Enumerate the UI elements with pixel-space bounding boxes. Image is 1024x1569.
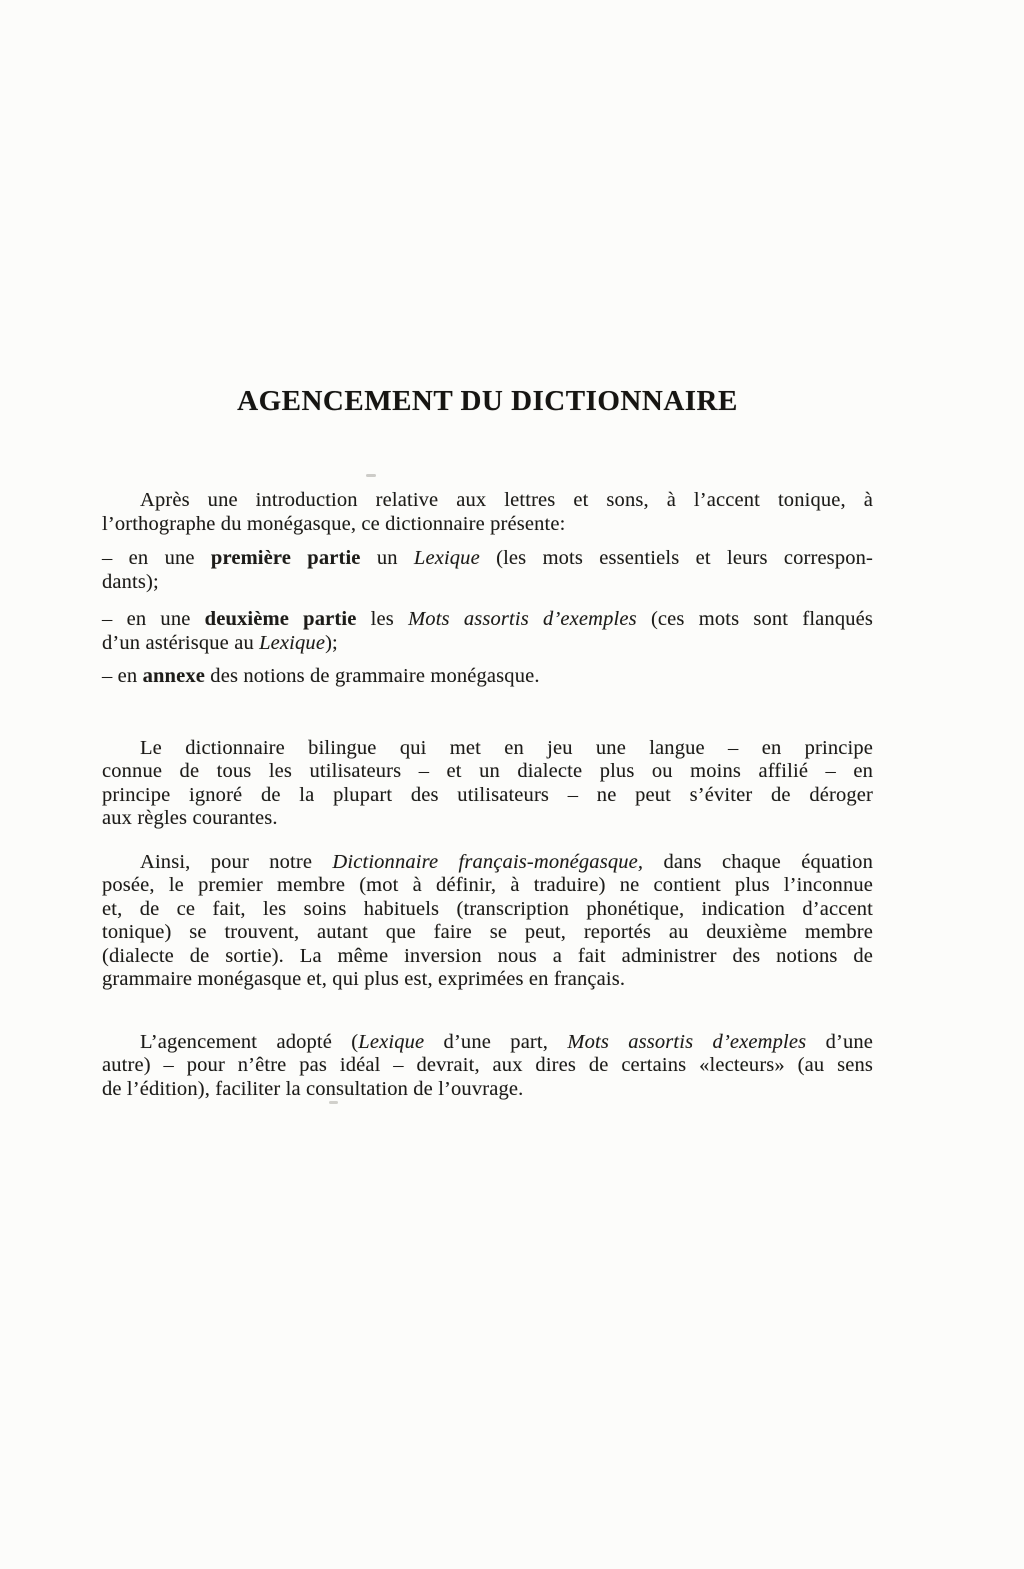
text-line: tonique) se trouvent, autant que faire se peut, reportés au deuxième membre xyxy=(102,921,873,943)
text-line: Ainsi, pour notre Dictionnaire français-monégasque, dans chaque équation xyxy=(140,850,873,873)
text-line: (dialecte de sortie). La même inversion nous a fait administrer des notions de xyxy=(102,944,873,967)
scan-speck xyxy=(366,474,376,477)
text-line: l’orthographe du monégasque, ce dictionnaire présente: xyxy=(102,512,566,535)
page-title: AGENCEMENT DU DICTIONNAIRE xyxy=(237,385,738,417)
intro-paragraph xyxy=(102,489,873,536)
paragraph-dictionnaire-bilingue xyxy=(102,737,873,831)
text-line: autre) – pour n’être pas idéal – devrait, aux dires de certains «lecteurs» (au sens xyxy=(102,1054,873,1076)
text-line: posée, le premier membre (mot à définir, à traduire) ne contient plus l’inconnue xyxy=(102,874,873,896)
text-line: dants); xyxy=(102,570,159,593)
bullet-annexe xyxy=(102,665,873,689)
text-line: connue de tous les utilisateurs – et un dialecte plus ou moins affilié – en xyxy=(102,760,873,782)
bullet-deuxieme-partie xyxy=(102,608,873,655)
text-line: principe ignoré de la plupart des utilisateurs – ne peut s’éviter de déroger xyxy=(102,783,873,806)
text-line: de l’édition), faciliter la consultation de l’ouvrage. xyxy=(102,1077,524,1100)
text-line: L’agencement adopté (Lexique d’une part, Mots assortis d’exemples d’une xyxy=(140,1030,873,1053)
text-line: d’un astérisque au Lexique); xyxy=(102,631,338,654)
text-line: – en une première partie un Lexique (les mots essentiels et leurs correspon- xyxy=(102,547,873,569)
text-line: Le dictionnaire bilingue qui met en jeu une langue – en principe xyxy=(140,736,873,759)
bullet-premiere-partie xyxy=(102,547,873,594)
text-line: et, de ce fait, les soins habituels (transcription phonétique, indication d’accent xyxy=(102,897,873,920)
scan-speck xyxy=(329,1101,338,1104)
text-line: – en annexe des notions de grammaire monégasque. xyxy=(102,665,540,687)
text-line: grammaire monégasque et, qui plus est, exprimées en français. xyxy=(102,968,626,990)
text-line: Après une introduction relative aux lettres et sons, à l’accent tonique, à xyxy=(140,489,873,511)
paragraph-ainsi xyxy=(102,851,873,992)
text-line: – en une deuxième partie les Mots assortis d’exemples (ces mots sont flanqués xyxy=(102,608,873,630)
text-block xyxy=(102,489,873,1101)
text-line: aux règles courantes. xyxy=(102,807,278,829)
paragraph-agencement-adopte xyxy=(102,1031,873,1102)
